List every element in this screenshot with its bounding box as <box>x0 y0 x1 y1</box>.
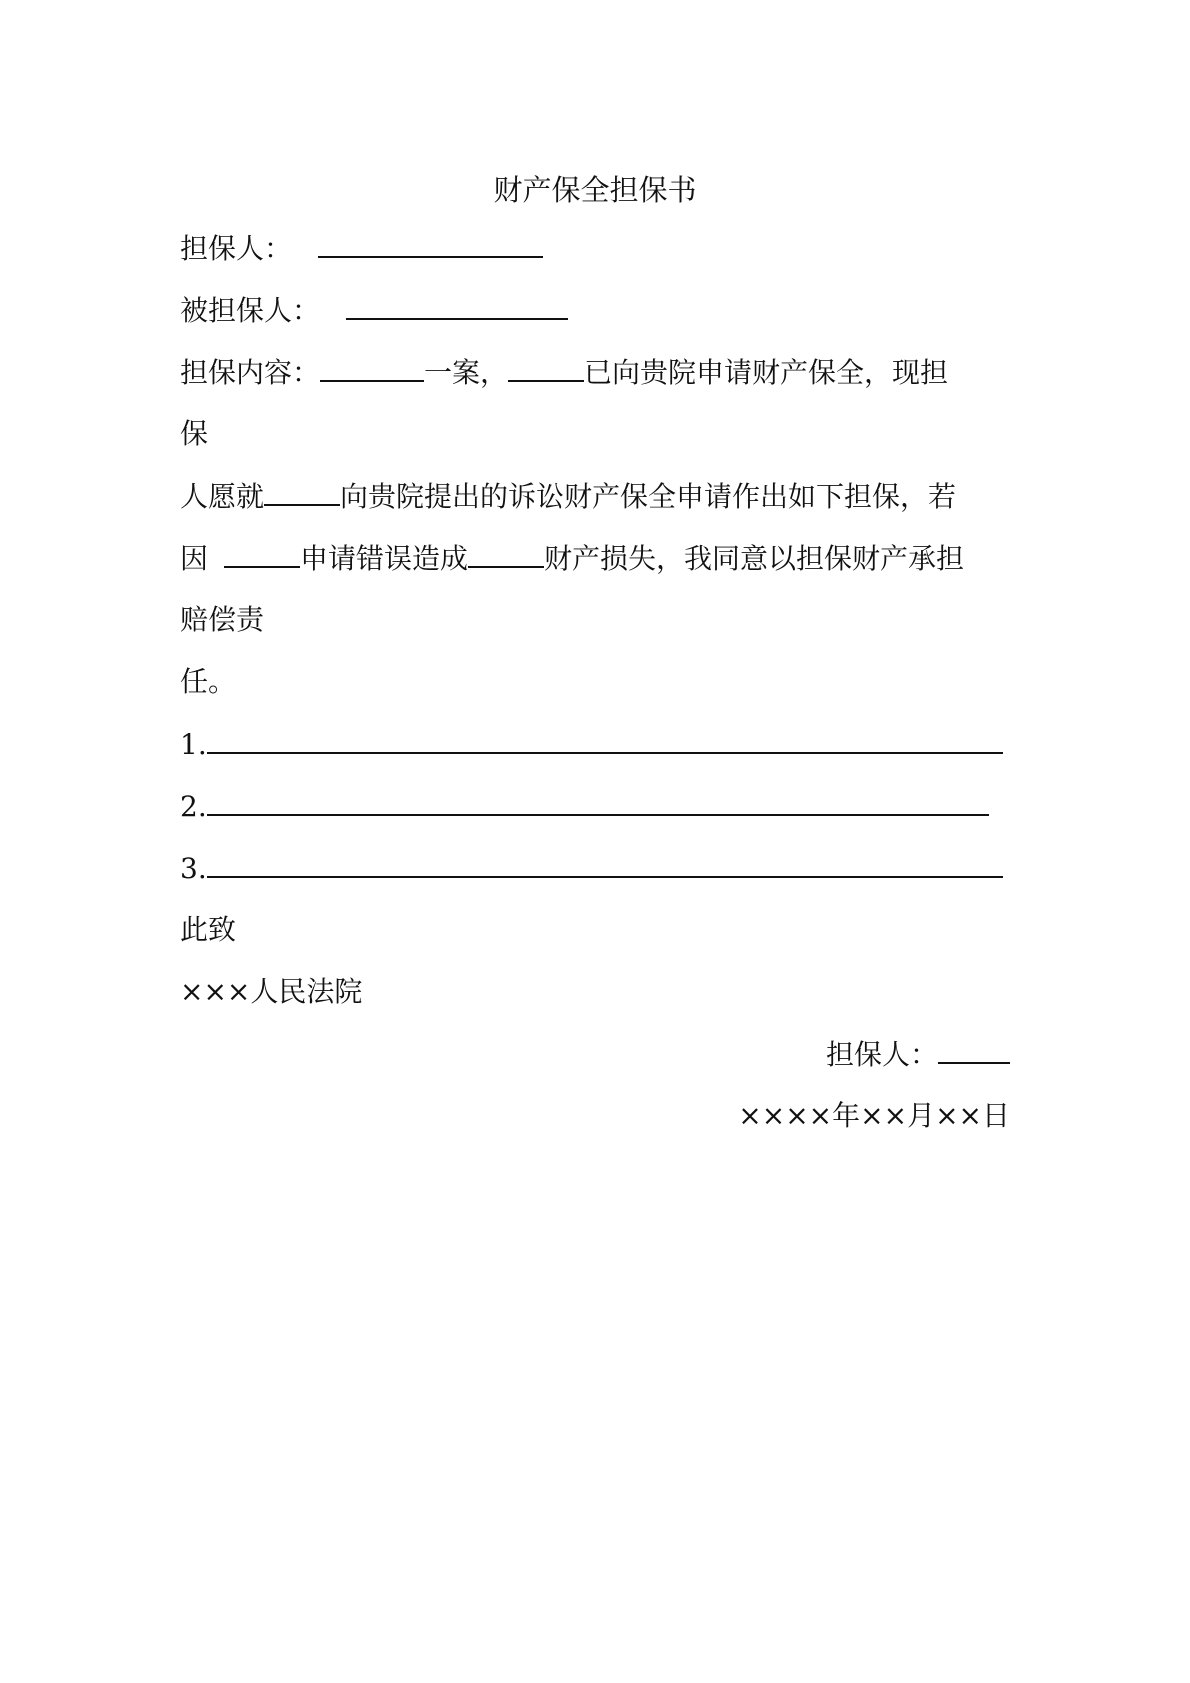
guaranteed-label: 被担保人： <box>180 294 321 327</box>
guarantor-blank[interactable] <box>318 228 543 258</box>
signature-blank[interactable] <box>938 1034 1010 1064</box>
item-3-blank[interactable] <box>207 848 1003 878</box>
item-1-line <box>180 724 1003 764</box>
item-1-number: 1. <box>180 728 207 761</box>
content-text-7: 申请错误造成 <box>300 542 469 575</box>
signature-label: 担保人： <box>825 1038 938 1071</box>
closing-line <box>180 910 236 950</box>
content-line-1 <box>180 352 948 392</box>
date-text: ××××年××月××日 <box>738 1099 1010 1132</box>
content-line-6 <box>180 662 236 702</box>
item-1-blank[interactable] <box>207 724 1003 754</box>
content-text-8: 财产损失，我同意以担保财产承担 <box>544 542 965 575</box>
closing-text: 此致 <box>180 913 237 946</box>
content-text-9: 赔偿责 <box>180 603 265 636</box>
court-name: ×××人民法院 <box>180 975 363 1008</box>
content-text-6: 因 <box>180 542 209 575</box>
signature-line <box>826 1034 1010 1074</box>
content-text-1: 一案， <box>424 356 509 389</box>
court-line <box>180 972 362 1012</box>
content-line-3 <box>180 476 956 516</box>
date-line <box>738 1096 1010 1136</box>
item-2-number: 2. <box>180 790 207 823</box>
respondent-blank[interactable] <box>468 538 544 568</box>
case-blank[interactable] <box>320 352 424 382</box>
content-line-5 <box>180 600 264 640</box>
guaranteed-line <box>180 290 568 330</box>
content-line-2 <box>180 414 208 454</box>
item-3-line <box>180 848 1003 888</box>
item-2-line <box>180 786 989 826</box>
page-title: 财产保全担保书 <box>493 173 697 207</box>
applicant-blank-3[interactable] <box>224 538 300 568</box>
content-text-10: 任。 <box>180 665 237 698</box>
applicant-blank-1[interactable] <box>508 352 584 382</box>
item-3-number: 3. <box>180 852 207 885</box>
applicant-blank-2[interactable] <box>264 476 340 506</box>
content-text-3: 保 <box>180 417 209 450</box>
content-text-4: 人愿就 <box>180 480 265 513</box>
item-2-blank[interactable] <box>207 786 989 816</box>
content-text-2: 已向贵院申请财产保全，现担 <box>584 356 949 389</box>
content-line-4 <box>180 538 964 578</box>
content-label: 担保内容： <box>180 356 321 389</box>
guarantor-label: 担保人： <box>180 232 293 265</box>
content-text-5: 向贵院提出的诉讼财产保全申请作出如下担保，若 <box>340 480 957 513</box>
guaranteed-blank[interactable] <box>346 290 568 320</box>
guarantor-line <box>180 228 543 268</box>
